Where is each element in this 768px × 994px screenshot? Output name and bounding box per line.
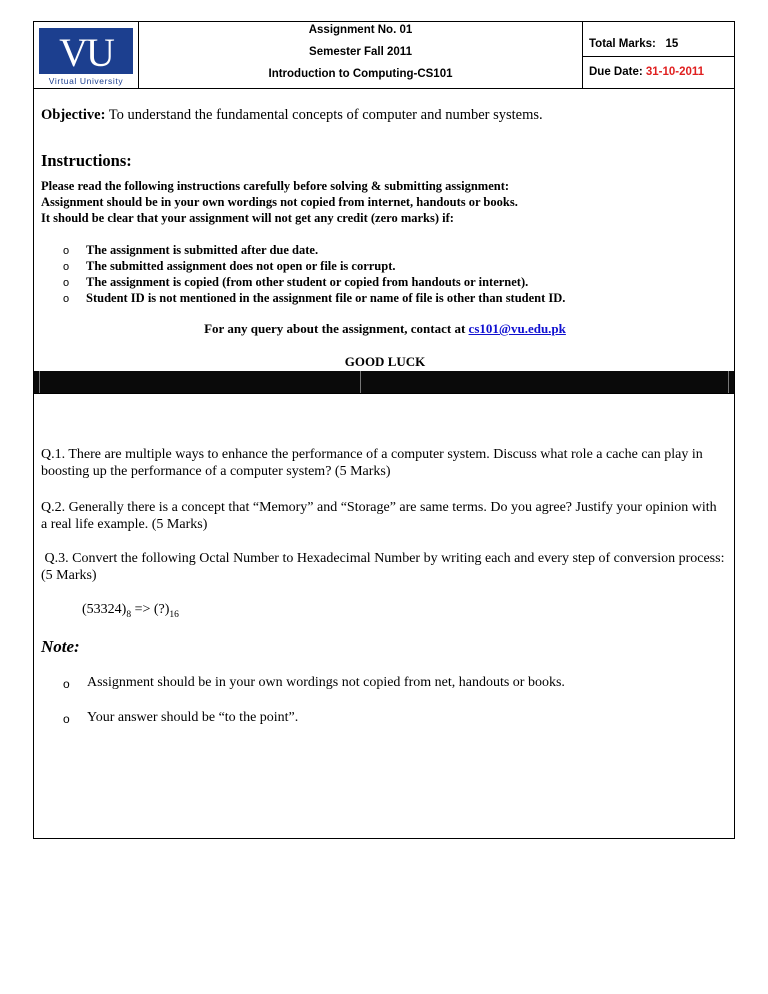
conversion-arrow: => (?) xyxy=(131,602,170,617)
contact-email-link[interactable]: cs101@vu.edu.pk xyxy=(468,321,566,336)
contact-line xyxy=(34,321,736,337)
octal-base: 8 xyxy=(126,609,132,620)
instructions-heading: Instructions: xyxy=(41,151,132,170)
vu-logo xyxy=(39,28,133,86)
due-date-value: 31-10-2011 xyxy=(645,66,705,78)
note-item: Your answer should be “to the point”. xyxy=(87,710,299,725)
instruction-item: The submitted assignment does not open or file is corrupt. xyxy=(86,259,396,273)
course-title: Introduction to Computing-CS101 xyxy=(268,68,453,80)
instruction-line: It should be clear that your assignment will not get any credit (zero marks) if: xyxy=(41,211,454,225)
instruction-item: The assignment is submitted after due date. xyxy=(86,243,319,257)
total-marks-value: 15 xyxy=(665,38,679,50)
bullet-icon: o xyxy=(63,245,70,257)
objective-label: Objective: xyxy=(41,107,106,123)
good-luck: GOOD LUCK xyxy=(344,354,426,369)
note-heading: Note: xyxy=(41,637,80,656)
question-1: Q.1. There are multiple ways to enhance the performance of a computer system. Discuss what role a cache can play in boosting up the performance of a computer system? (5 Marks) xyxy=(41,447,703,479)
bar-gridline xyxy=(728,371,729,393)
header-divider xyxy=(582,56,734,57)
instruction-item: Student ID is not mentioned in the assignment file or name of file is other than student ID. xyxy=(86,291,566,305)
bullet-icon: o xyxy=(63,677,70,691)
note-item: Assignment should be in your own wordings not copied from net, handouts or books. xyxy=(87,675,565,690)
due-date-label: Due Date: xyxy=(589,66,643,78)
logo-text: VU xyxy=(59,30,113,75)
semester-label: Semester Fall 2011 xyxy=(309,46,412,58)
due-date xyxy=(589,66,704,78)
conversion-formula xyxy=(82,602,179,620)
assignment-body xyxy=(33,88,735,839)
question-2: Q.2. Generally there is a concept that “Memory” and “Storage” are same terms. Do you agree? Justify your opinion with a real life example. (5 Marks) xyxy=(41,500,717,532)
objective xyxy=(41,107,543,124)
assignment-header xyxy=(33,21,735,89)
section-divider-bar xyxy=(34,371,734,393)
octal-number: (53324) xyxy=(82,602,127,617)
bullet-icon: o xyxy=(63,293,70,305)
bullet-icon: o xyxy=(63,712,70,726)
bar-gridline xyxy=(39,371,40,393)
bullet-icon: o xyxy=(63,261,70,273)
contact-text: For any query about the assignment, contact at xyxy=(204,321,469,336)
assignment-number: Assignment No. 01 xyxy=(308,24,413,36)
total-marks-label: Total Marks: xyxy=(589,38,656,50)
logo-subtext: Virtual University xyxy=(48,76,124,86)
objective-text: To understand the fundamental concepts of computer and number systems. xyxy=(105,107,543,123)
total-marks xyxy=(589,38,678,50)
bar-gridline xyxy=(360,371,361,393)
header-divider xyxy=(582,22,583,88)
instruction-item: The assignment is copied (from other student or copied from handouts or internet). xyxy=(86,275,529,289)
section-divider xyxy=(34,393,734,394)
instruction-line: Please read the following instructions carefully before solving & submitting assignment: xyxy=(41,179,510,193)
instruction-line: Assignment should be in your own wordings not copied from internet, handouts or books. xyxy=(41,195,518,209)
question-3: Q.3. Convert the following Octal Number to Hexadecimal Number by writing each and every step of conversion process: (5 Marks) xyxy=(41,551,728,583)
hex-base: 16 xyxy=(169,609,179,620)
bullet-icon: o xyxy=(63,277,70,289)
